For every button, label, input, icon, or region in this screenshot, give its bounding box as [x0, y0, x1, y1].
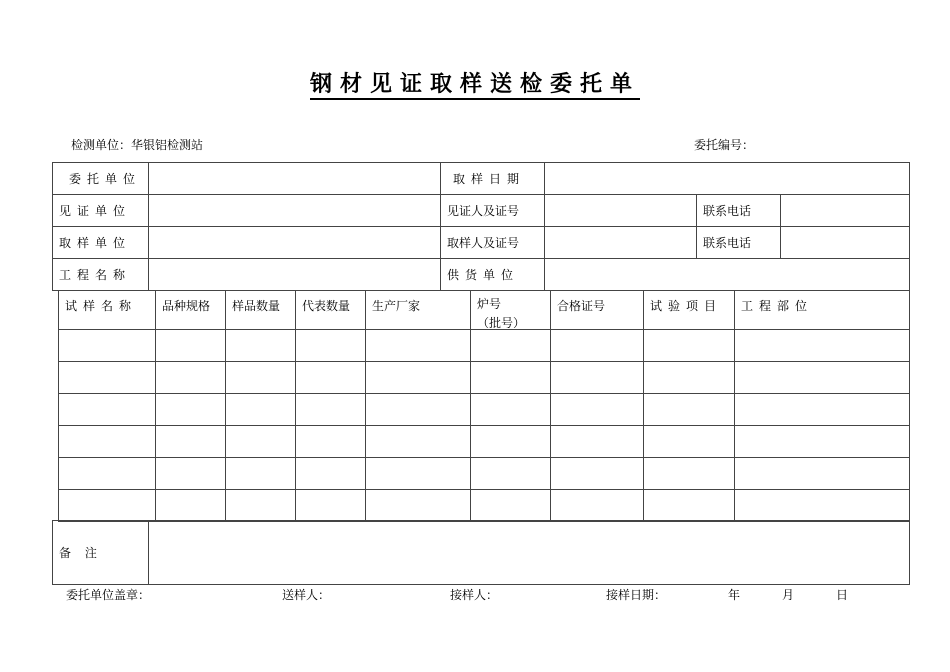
- project-name-field[interactable]: [149, 259, 441, 291]
- sample-row: [59, 394, 910, 426]
- info-row-2: [53, 195, 910, 227]
- cell[interactable]: [59, 394, 156, 426]
- project-name-label: 工程名称: [53, 259, 149, 291]
- col-manufacturer: 生产厂家: [366, 291, 471, 330]
- sample-row: [59, 426, 910, 458]
- col-quantity: 样品数量: [226, 291, 296, 330]
- cell[interactable]: [156, 426, 226, 458]
- supplier-label: 供货单位: [441, 259, 545, 291]
- sample-row: [59, 458, 910, 490]
- receive-date-label: 接样日期：: [606, 588, 667, 602]
- cell[interactable]: [156, 330, 226, 362]
- cell[interactable]: [296, 490, 366, 522]
- info-table: [52, 162, 910, 291]
- sample-table: [58, 290, 910, 522]
- year-label: 年: [728, 588, 741, 602]
- witness-unit-field[interactable]: [149, 195, 441, 227]
- cell[interactable]: [156, 394, 226, 426]
- entrust-unit-label: 委托单位: [53, 163, 149, 195]
- seal-label: 委托单位盖章：: [66, 588, 151, 602]
- cell[interactable]: [471, 458, 551, 490]
- cell[interactable]: [644, 490, 735, 522]
- col-furnace-no: [471, 291, 551, 330]
- cell[interactable]: [156, 458, 226, 490]
- cell[interactable]: [366, 362, 471, 394]
- day-label: 日: [836, 588, 849, 602]
- cell[interactable]: [366, 458, 471, 490]
- cell[interactable]: [59, 362, 156, 394]
- sample-row: [59, 362, 910, 394]
- receiver-label: 接样人：: [450, 588, 499, 602]
- sampler-label: 取样人及证号: [441, 227, 545, 259]
- entrust-unit-field[interactable]: [149, 163, 441, 195]
- cell[interactable]: [644, 394, 735, 426]
- info-row-3: [53, 227, 910, 259]
- contact-phone-label: 联系电话: [697, 195, 781, 227]
- cell[interactable]: [296, 426, 366, 458]
- witness-unit-label: 见证单位: [53, 195, 149, 227]
- cell[interactable]: [366, 330, 471, 362]
- cell[interactable]: [296, 330, 366, 362]
- cell[interactable]: [366, 490, 471, 522]
- cell[interactable]: [471, 490, 551, 522]
- cell[interactable]: [551, 394, 644, 426]
- col-project-part: 工程部位: [735, 291, 910, 330]
- remarks-row: [53, 521, 910, 585]
- cell[interactable]: [366, 426, 471, 458]
- contact-phone-2-label: 联系电话: [697, 227, 781, 259]
- cell[interactable]: [471, 394, 551, 426]
- cell[interactable]: [366, 394, 471, 426]
- cell[interactable]: [471, 426, 551, 458]
- cell[interactable]: [59, 490, 156, 522]
- form-title: 钢材见证取样送检委托单: [0, 67, 950, 98]
- entrust-no-label: 委托编号：: [694, 138, 755, 152]
- furnace-no-label: 炉号: [477, 297, 502, 311]
- info-row-1: [53, 163, 910, 195]
- month-label: 月: [782, 588, 795, 602]
- cell[interactable]: [471, 362, 551, 394]
- sampling-unit-field[interactable]: [149, 227, 441, 259]
- supplier-field[interactable]: [545, 259, 910, 291]
- col-sample-name: 试样名称: [59, 291, 156, 330]
- cell[interactable]: [735, 490, 910, 522]
- witness-person-label: 见证人及证号: [441, 195, 545, 227]
- col-rep-quantity: 代表数量: [296, 291, 366, 330]
- cell[interactable]: [296, 394, 366, 426]
- remarks-field[interactable]: [149, 521, 910, 585]
- info-row-4: [53, 259, 910, 291]
- cell[interactable]: [551, 458, 644, 490]
- cell[interactable]: [296, 362, 366, 394]
- cell[interactable]: [644, 426, 735, 458]
- cell[interactable]: [226, 394, 296, 426]
- cell[interactable]: [551, 330, 644, 362]
- remarks-table: [52, 520, 910, 585]
- cell[interactable]: [644, 330, 735, 362]
- sampler-field[interactable]: [545, 227, 697, 259]
- cell[interactable]: [735, 458, 910, 490]
- contact-phone-field[interactable]: [781, 195, 910, 227]
- cell[interactable]: [156, 362, 226, 394]
- cell[interactable]: [59, 330, 156, 362]
- cell[interactable]: [226, 458, 296, 490]
- cell[interactable]: [226, 426, 296, 458]
- sampling-unit-label: 取样单位: [53, 227, 149, 259]
- cell[interactable]: [551, 490, 644, 522]
- batch-no-label: （批号）: [477, 316, 526, 328]
- test-unit-label: 检测单位：华银铝检测站: [71, 138, 204, 152]
- contact-phone-2-field[interactable]: [781, 227, 910, 259]
- sample-row: [59, 330, 910, 362]
- sample-row: [59, 490, 910, 522]
- col-test-items: 试验项目: [644, 291, 735, 330]
- cell[interactable]: [296, 458, 366, 490]
- cell[interactable]: [226, 490, 296, 522]
- cell[interactable]: [735, 426, 910, 458]
- sampling-date-field[interactable]: [545, 163, 910, 195]
- cell[interactable]: [59, 426, 156, 458]
- cell[interactable]: [644, 362, 735, 394]
- witness-person-field[interactable]: [545, 195, 697, 227]
- remarks-label: 备 注: [53, 521, 149, 585]
- cell[interactable]: [551, 362, 644, 394]
- cell[interactable]: [226, 330, 296, 362]
- cell[interactable]: [644, 458, 735, 490]
- col-spec: 品种规格: [156, 291, 226, 330]
- sampling-date-label: 取样日期: [441, 163, 545, 195]
- cell[interactable]: [59, 458, 156, 490]
- cell[interactable]: [735, 362, 910, 394]
- cell[interactable]: [735, 394, 910, 426]
- sample-header-row: [59, 291, 910, 330]
- cell[interactable]: [551, 426, 644, 458]
- col-cert-no: 合格证号: [551, 291, 644, 330]
- sender-label: 送样人：: [282, 588, 331, 602]
- cell[interactable]: [735, 330, 910, 362]
- cell[interactable]: [471, 330, 551, 362]
- cell[interactable]: [156, 490, 226, 522]
- cell[interactable]: [226, 362, 296, 394]
